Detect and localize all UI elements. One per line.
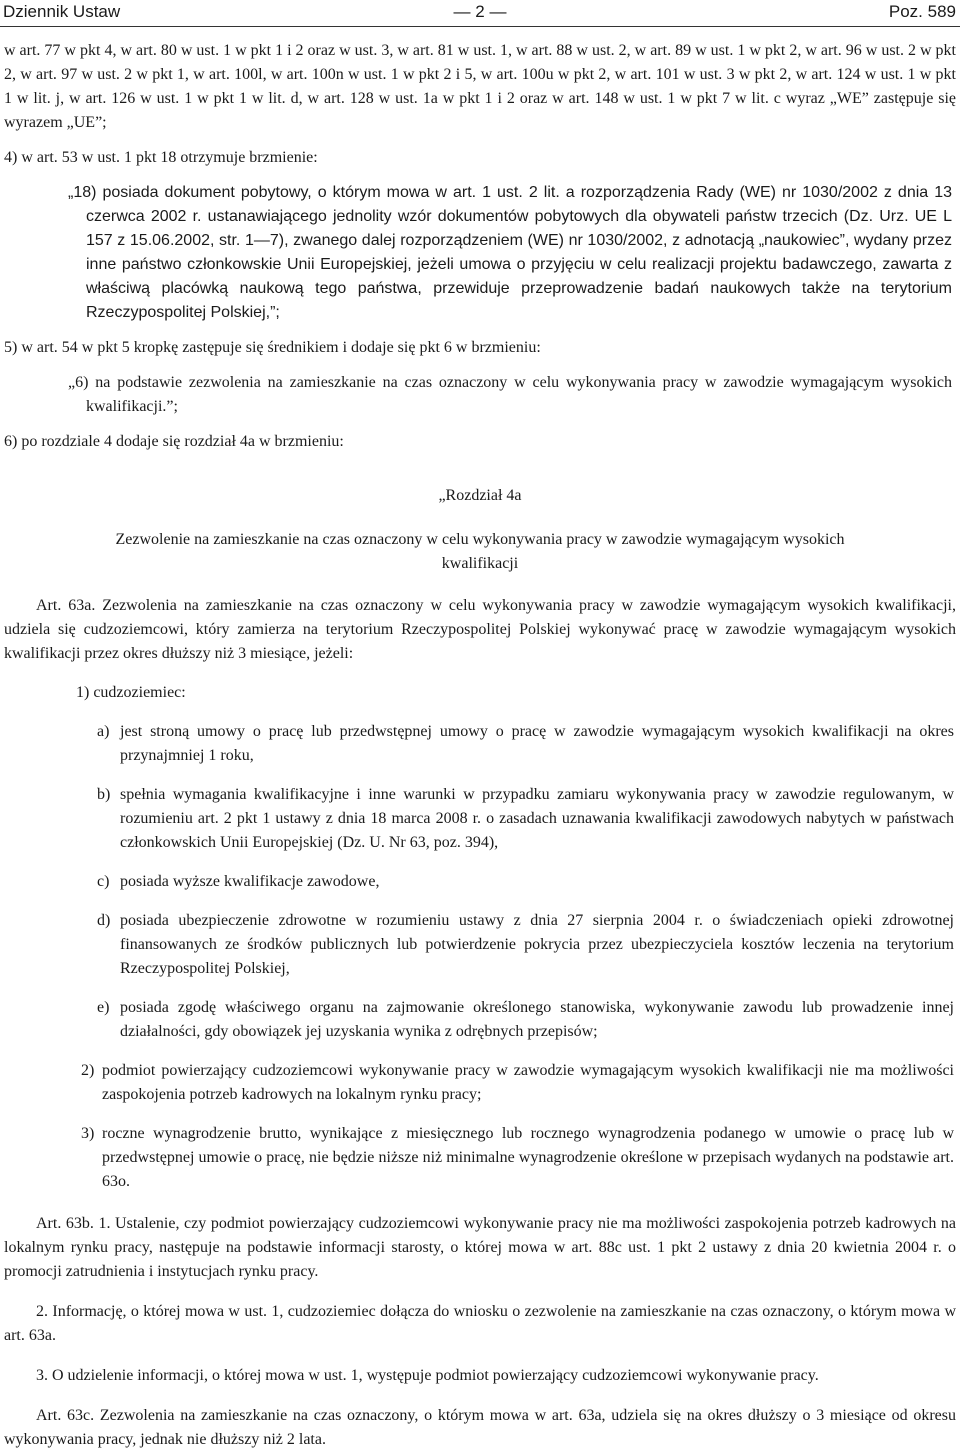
journal-title: Dziennik Ustaw (3, 2, 121, 21)
sub-item-b-text: spełnia wymagania kwalifikacyjne i inne warunki w przypadku zamiaru wykonywania pracy w zawodzie regulowanym, w rozumieniu art. 2 pkt 1 ustawy z dnia 18 marca 2008 r. o zasadach uznawania kwalifikacji zawodowych nabytych w państwach członkowskich Unii Europejskiej (Dz. U. Nr 63, poz. 394), (120, 786, 954, 851)
item-3-label: 3) (81, 1125, 95, 1142)
page-header (0, 0, 960, 27)
article-63a-item-3 (81, 1122, 954, 1194)
item-3-text: roczne wynagrodzenie brutto, wynikające z miesięcznego lub rocznego wynagrodzenia podanego w umowie o pracę lub w przedwstępnej umowie o pracę, nie będzie niższe niż minimalne wynagrodzenie określone w przepisach wydanych na podstawie art. 63o. (102, 1125, 954, 1190)
sub-item-d (97, 909, 954, 981)
quoted-point-18 (68, 181, 952, 325)
intro-paragraph: w art. 77 w pkt 4, w art. 80 w ust. 1 w pkt 1 i 2 oraz w ust. 3, w art. 81 w ust. 1, w art. 88 w ust. 2, w art. 89 w ust. 1 w pkt 2, w art. 96 w ust. 2 w pkt 2, w art. 97 w ust. 2 w pkt 1, w art. 100l, w art. 100n w ust. 1 w pkt 2 i 5, w art. 100u w pkt 2, w art. 101 w ust. 3 w pkt 2, w art. 124 w ust. 1 w pkt 1 w lit. j, w art. 126 w ust. 1 w pkt 1 w lit. d, w art. 128 w ust. 1a w pkt 1 i 2 oraz w art. 148 w ust. 1 w pkt 7 w lit. c wyraz „WE” zastępuje się wyrazem „UE”; (4, 42, 956, 131)
item-2-label: 2) (81, 1062, 95, 1079)
sub-item-c-text: posiada wyższe kwalifikacje zawodowe, (120, 873, 380, 890)
position-number: Poz. 589 (888, 2, 956, 21)
sub-item-c (97, 870, 954, 894)
sub-item-d-label: d) (97, 912, 111, 929)
quoted-point-6-text: „6) na podstawie zezwolenia na zamieszkanie na czas oznaczony w celu wykonywania pracy w zawodzie wymagającym wysokich kwalifikacji.”; (68, 374, 952, 415)
sub-item-a (97, 720, 954, 768)
page-number: — 2 — (453, 2, 507, 21)
amendment-point-5: 5) w art. 54 w pkt 5 kropkę zastępuje się średnikiem i dodaje się pkt 6 w brzmieniu: (4, 339, 541, 356)
amendment-point-6: 6) po rozdziale 4 dodaje się rozdział 4a w brzmieniu: (4, 433, 344, 450)
item-2-text: podmiot powierzający cudzoziemcowi wykonywanie pracy w zawodzie wymagającym wysokich kwalifikacji nie ma możliwości zaspokojenia potrzeb kadrowych na lokalnym rynku pracy; (102, 1062, 954, 1103)
article-63a-item-2 (81, 1059, 954, 1107)
article-63a: Art. 63a. Zezwolenia na zamieszkanie na czas oznaczony w celu wykonywania pracy w zawodzie wymagającym wysokich kwalifikacji, udziela się cudzoziemcowi, który zamierza na terytorium Rzeczypospolitej Polskiej wykonywać pracę w zawodzie wymagającym wysokich kwalifikacji przez okres dłuższy niż 3 miesiące, jeżeli: (4, 597, 956, 662)
article-63a-item-1: 1) cudzoziemiec: (76, 684, 186, 701)
chapter-title: „Rozdział 4a (438, 487, 522, 504)
sub-item-b-label: b) (97, 786, 111, 803)
article-63c: Art. 63c. Zezwolenia na zamieszkanie na czas oznaczony, o którym mowa w art. 63a, udziela się na okres dłuższy o 3 miesiące od okresu wykonywania pracy, jednak nie dłuższy niż 2 lata. (4, 1407, 956, 1448)
sub-item-e (97, 996, 954, 1044)
sub-item-b (97, 783, 954, 855)
amendment-point-4: 4) w art. 53 w ust. 1 pkt 18 otrzymuje brzmienie: (4, 149, 318, 166)
article-63b-paragraph-2: 2. Informację, o której mowa w ust. 1, cudzoziemiec dołącza do wniosku o zezwolenie na zamieszkanie na czas oznaczony, o którym mowa w art. 63a. (4, 1303, 956, 1344)
document-body (4, 39, 956, 1452)
sub-item-c-label: c) (97, 873, 110, 890)
sub-item-d-text: posiada ubezpieczenie zdrowotne w rozumieniu ustawy z dnia 27 sierpnia 2004 r. o świadczeniach opieki zdrowotnej finansowanych ze środków publicznych lub potwierdzenie pokrycia przez ubezpieczyciela kosztów leczenia na terytorium Rzeczypospolitej Polskiej, (120, 912, 954, 977)
quoted-point-6 (68, 371, 952, 419)
article-63b-paragraph-3: 3. O udzielenie informacji, o której mowa w ust. 1, występuje podmiot powierzający cudzoziemcowi wykonywanie pracy. (36, 1367, 819, 1384)
chapter-subtitle: Zezwolenie na zamieszkanie na czas oznaczony w celu wykonywania pracy w zawodzie wymagającym wysokich kwalifikacji (115, 531, 845, 572)
sub-item-a-label: a) (97, 723, 110, 740)
sub-item-e-label: e) (97, 999, 110, 1016)
sub-item-a-text: jest stroną umowy o pracę lub przedwstępnej umowy o pracę w zawodzie wymagającym wysokich kwalifikacji na okres przynajmniej 1 roku, (120, 723, 954, 764)
sub-item-e-text: posiada zgodę właściwego organu na zajmowanie określonego stanowiska, wykonywanie zawodu lub prowadzenie innej działalności, gdy obowiązek jej uzyskania wynika z odrębnych przepisów; (120, 999, 954, 1040)
quoted-point-18-text: „18) posiada dokument pobytowy, o którym mowa w art. 1 ust. 2 lit. a rozporządzenia Rady (WE) nr 1030/2002 z dnia 13 czerwca 2002 r. ustanawiającego jednolity wzór dokumentów pobytowych dla obywateli państw trzecich (Dz. Urz. UE L 157 z 15.06.2002, str. 1—7), zwanego dalej rozporządzeniem (WE) nr 1030/2002, z adnotacją „naukowiec”, wydany przez inne państwo członkowskie Unii Europejskiej, jeżeli umowa o przyjęciu w celu realizacji projektu badawczego, zawarta z właściwą placówką naukową tego państwa, przewiduje przeprowadzenie badań naukowych także na terytorium Rzeczypospolitej Polskiej,”; (68, 184, 952, 321)
article-63b-paragraph-1: Art. 63b. 1. Ustalenie, czy podmiot powierzający cudzoziemcowi wykonywanie pracy nie ma możliwości zaspokojenia potrzeb kadrowych na lokalnym rynku pracy, następuje na podstawie informacji starosty, o której mowa w art. 88c ust. 1 pkt 2 ustawy z dnia 20 kwietnia 2004 r. o promocji zatrudnienia i instytucjach rynku pracy. (4, 1215, 956, 1280)
